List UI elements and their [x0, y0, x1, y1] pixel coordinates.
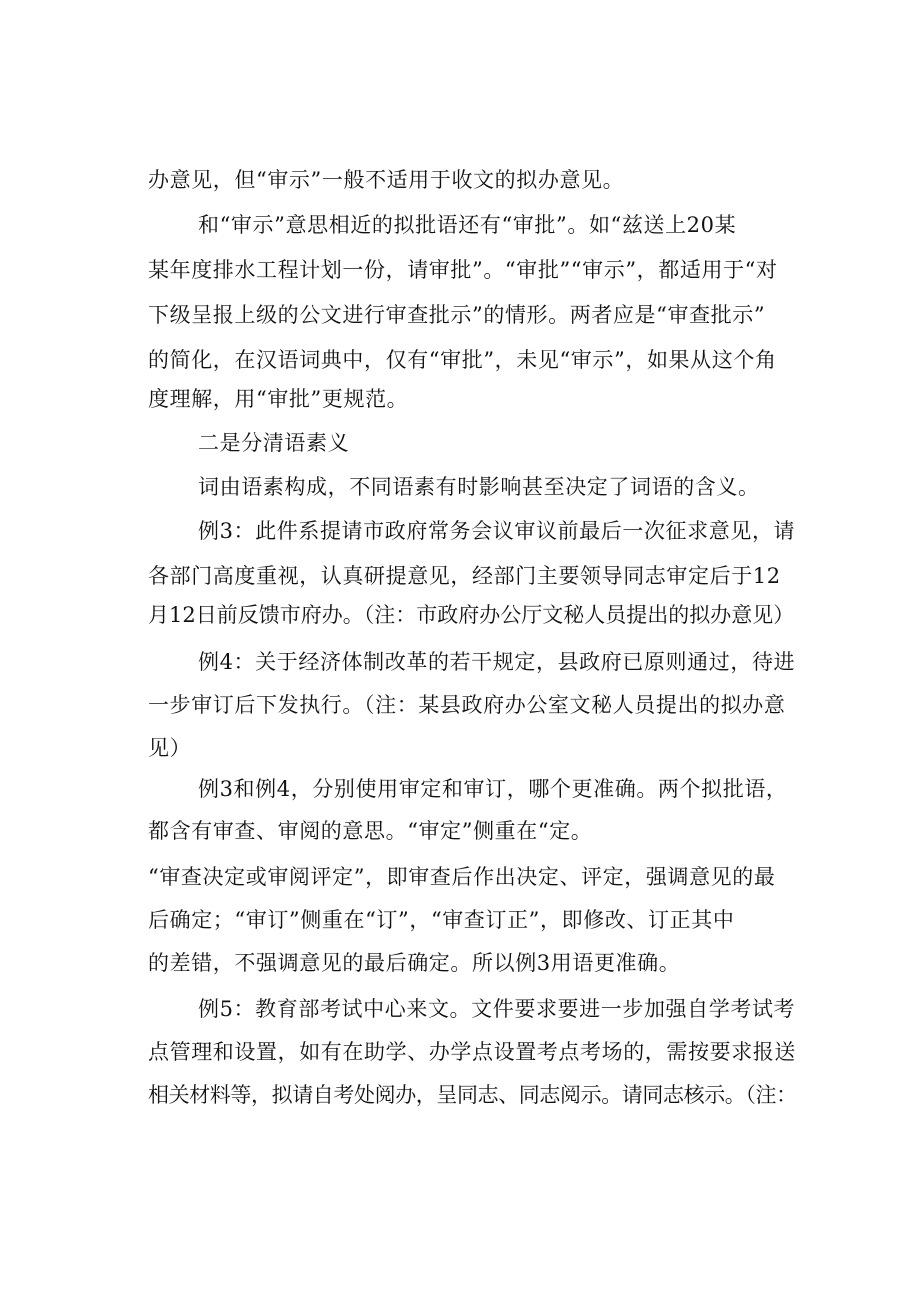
text-line: 的差错，不强调意见的最后确定。所以例3用语更准确。: [148, 951, 681, 975]
text-line: 相关材料等，拟请自考处阅办，呈同志、同志阅示。请同志核示。（注：: [148, 1083, 797, 1107]
paragraph-start: 和“审示”意思相近的拟批语还有“审批”。如“兹送上20某: [198, 213, 737, 237]
text-line: 见）: [148, 736, 192, 760]
text-line: 都含有审查、审阅的意思。“审定”侧重在“定。: [148, 819, 593, 843]
text-line: 后确定；“审订”侧重在“订”，“审查订正”，即修改、订正其中: [148, 908, 735, 932]
text-line: “审查决定或审阅评定”，即审查后作出决定、评定，强调意见的最: [148, 865, 776, 889]
text-line: 下级呈报上级的公文进行审查批示”的情形。两者应是“审查批示”: [148, 303, 766, 327]
section-heading: 二是分清语素义: [198, 431, 350, 455]
paragraph-start: 例3和例4，分别使用审定和审订，哪个更准确。两个拟批语，: [198, 777, 788, 801]
text-line: 的简化，在汉语词典中，仅有“审批”，未见“审示”，如果从这个角: [148, 348, 777, 372]
text-line: 月12日前反馈市府办。（注：市政府办公厅文秘人员提出的拟办意见）: [148, 603, 795, 627]
text-line: 一步审订后下发执行。（注：某县政府办公室文秘人员提出的拟办意: [148, 693, 786, 717]
example-5-start: 例5：教育部考试中心来文。文件要求要进一步加强自学考试考: [198, 997, 796, 1021]
text-line: 度理解，用“审批”更规范。: [148, 387, 409, 411]
text-line: 办意见，但“审示”一般不适用于收文的拟办意见。: [148, 168, 625, 192]
text-line: 某年度排水工程计划一份，请审批”。“审批”“审示”，都适用于“对: [148, 258, 778, 282]
text-line: 点管理和设置，如有在助学、办学点设置考点考场的，需按要求报送: [148, 1040, 796, 1064]
example-3-start: 例3：此件系提请市政府常务会议审议前最后一次征求意见，请: [198, 519, 796, 543]
example-4-start: 例4：关于经济体制改革的若干规定，县政府已原则通过，待进: [198, 650, 796, 674]
paragraph-start: 词由语素构成，不同语素有时影响甚至决定了词语的含义。: [198, 475, 760, 499]
text-line: 各部门高度重视，认真研提意见，经部门主要领导同志审定后于12: [148, 564, 781, 588]
